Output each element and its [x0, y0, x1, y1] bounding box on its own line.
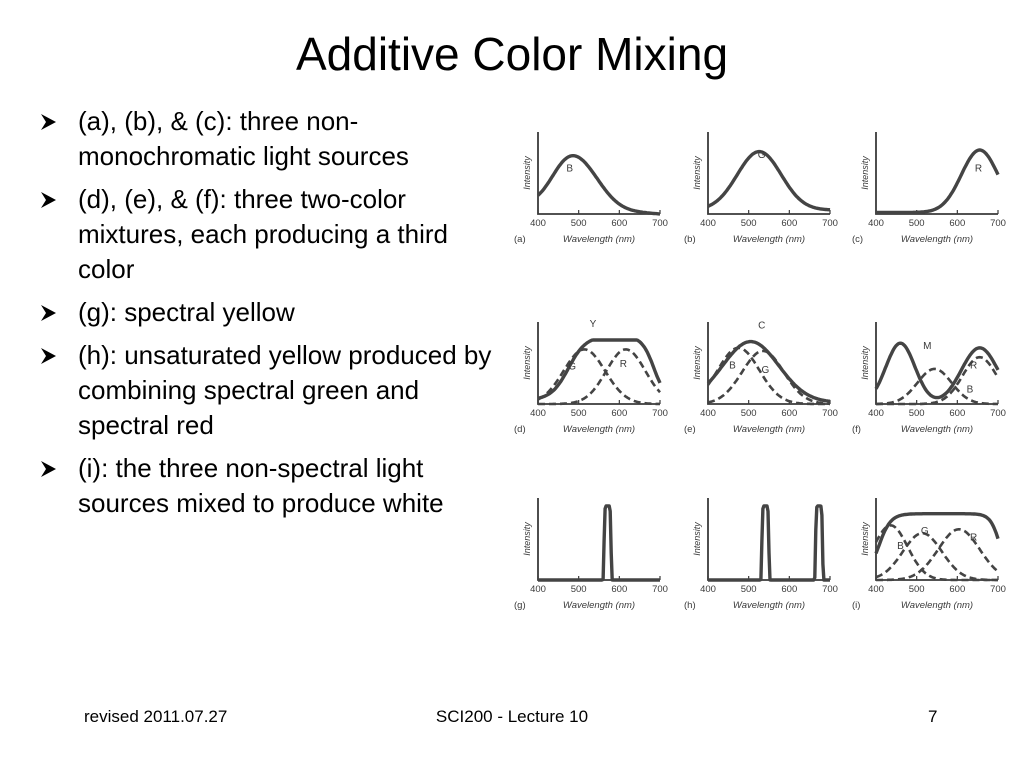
x-tick-label: 700 [652, 408, 668, 419]
footer-course: SCI200 - Lecture 10 [435, 707, 589, 726]
panel-id: (d) [514, 424, 526, 435]
x-tick-label: 400 [530, 584, 546, 595]
curve-label: B [729, 360, 736, 372]
spectrum-panel [852, 322, 1006, 435]
x-tick-label: 500 [570, 584, 587, 595]
x-tick-label: 700 [652, 584, 668, 595]
x-tick-label: 600 [781, 408, 798, 419]
spectrum-curve [708, 506, 830, 580]
bullet-text: (a), (b), & (c): three non-monochromatic light sources [78, 106, 409, 171]
y-axis-label: Intensity [692, 522, 702, 556]
x-tick-label: 700 [652, 218, 668, 229]
x-tick-label: 600 [949, 218, 966, 229]
component-curve [876, 529, 998, 580]
footer-date: revised 2011.07.27 [84, 707, 228, 726]
spectrum-panel [852, 132, 1006, 245]
component-curve [538, 349, 660, 404]
x-axis-label: Wavelength (nm) [900, 424, 974, 435]
x-tick-label: 400 [868, 218, 884, 229]
arrow-bullet-icon [38, 190, 58, 210]
x-tick-label: 500 [908, 218, 925, 229]
x-tick-label: 400 [700, 584, 716, 595]
spectrum-curve [876, 343, 998, 397]
panel-id: (c) [852, 234, 864, 245]
panel-id: (b) [684, 234, 696, 245]
x-tick-label: 500 [740, 408, 757, 419]
bullet-item [38, 295, 498, 330]
x-tick-label: 400 [700, 408, 716, 419]
component-curve [876, 533, 998, 580]
bullet-item [38, 451, 498, 521]
spectrum-panel [514, 319, 668, 435]
x-tick-label: 600 [781, 218, 798, 229]
x-tick-label: 600 [949, 408, 966, 419]
x-axis-label: Wavelength (nm) [900, 234, 974, 245]
y-axis-label: Intensity [522, 346, 532, 380]
curve-label: B [566, 163, 574, 175]
x-tick-label: 400 [868, 408, 884, 419]
arrow-bullet-icon [38, 346, 58, 366]
x-axis-label: Wavelength (nm) [562, 424, 636, 435]
spectrum-curve [876, 150, 998, 212]
slide-number: 7 [928, 707, 938, 726]
spectrum-panel [514, 498, 668, 611]
spectra-figure [500, 120, 1006, 640]
spectrum-panel [852, 498, 1006, 611]
x-tick-label: 700 [990, 218, 1006, 229]
bullet-text: (h): unsaturated yellow produced by combining spectral green and spectral red [78, 340, 492, 440]
x-tick-label: 600 [611, 218, 628, 229]
x-tick-label: 600 [781, 584, 798, 595]
x-tick-label: 700 [990, 408, 1006, 419]
bullet-text: (d), (e), & (f): three two-color mixtures, each producing a third color [78, 184, 448, 284]
curve-label: R [969, 532, 978, 544]
spectrum-panel [684, 132, 838, 245]
panel-axes [876, 498, 998, 580]
x-tick-label: 700 [990, 584, 1006, 595]
curve-label: Y [589, 318, 597, 330]
x-tick-label: 600 [611, 408, 628, 419]
panel-id: (g) [514, 600, 526, 611]
x-axis-label: Wavelength (nm) [562, 600, 636, 611]
y-axis-label: Intensity [860, 156, 870, 190]
spectrum-curve [538, 156, 660, 214]
y-axis-label: Intensity [522, 522, 532, 556]
x-tick-label: 700 [822, 218, 838, 229]
x-axis-label: Wavelength (nm) [562, 234, 636, 245]
x-tick-label: 400 [530, 408, 546, 419]
x-tick-label: 500 [570, 408, 587, 419]
bullet-item [38, 104, 498, 174]
x-tick-label: 500 [740, 218, 757, 229]
x-tick-label: 600 [611, 584, 628, 595]
bullet-list [38, 104, 498, 529]
y-axis-label: Intensity [692, 156, 702, 190]
spectrum-panel [514, 132, 668, 245]
spectrum-curve [538, 340, 660, 398]
arrow-bullet-icon [38, 303, 58, 323]
curve-label: R [974, 163, 983, 175]
arrow-bullet-icon [38, 112, 58, 132]
bullet-text: (g): spectral yellow [78, 297, 295, 327]
bullet-item [38, 338, 498, 443]
x-tick-label: 400 [530, 218, 546, 229]
y-axis-label: Intensity [860, 522, 870, 556]
curve-label: B [966, 384, 974, 396]
spectrum-curve [538, 506, 660, 580]
spectrum-panel [684, 498, 838, 611]
x-axis-label: Wavelength (nm) [732, 234, 806, 245]
y-axis-label: Intensity [692, 346, 702, 380]
curve-label: B [897, 540, 904, 552]
curve-label: M [923, 341, 932, 353]
panel-id: (f) [852, 424, 861, 435]
curve-label: G [761, 364, 770, 376]
panel-axes [708, 132, 830, 214]
panel-id: (a) [514, 234, 526, 245]
x-tick-label: 500 [570, 218, 587, 229]
x-tick-label: 500 [740, 584, 757, 595]
x-tick-label: 700 [822, 584, 838, 595]
slide-title: Additive Color Mixing [295, 28, 729, 80]
x-tick-label: 400 [868, 584, 884, 595]
component-curve [538, 349, 660, 404]
bullet-text: (i): the three non-spectral light sources mixed to produce white [78, 453, 444, 518]
x-tick-label: 500 [908, 408, 925, 419]
x-axis-label: Wavelength (nm) [732, 600, 806, 611]
arrow-bullet-icon [38, 459, 58, 479]
y-axis-label: Intensity [522, 156, 532, 190]
panel-id: (i) [852, 600, 861, 611]
x-tick-label: 400 [700, 218, 716, 229]
x-tick-label: 700 [822, 408, 838, 419]
curve-label: G [920, 526, 929, 538]
curve-label: G [568, 361, 577, 373]
x-tick-label: 500 [908, 584, 925, 595]
bullet-item [38, 182, 498, 287]
spectrum-curve [708, 152, 830, 210]
spectrum-panel [684, 321, 838, 435]
x-axis-label: Wavelength (nm) [900, 600, 974, 611]
panel-axes [876, 322, 998, 404]
panel-id: (e) [684, 424, 696, 435]
panel-axes [538, 498, 660, 580]
x-axis-label: Wavelength (nm) [732, 424, 806, 435]
curve-label: G [757, 150, 766, 162]
curve-label: R [619, 359, 628, 371]
curve-label: R [969, 360, 978, 372]
panel-id: (h) [684, 600, 696, 611]
y-axis-label: Intensity [860, 346, 870, 380]
curve-label: C [758, 320, 766, 332]
x-tick-label: 600 [949, 584, 966, 595]
